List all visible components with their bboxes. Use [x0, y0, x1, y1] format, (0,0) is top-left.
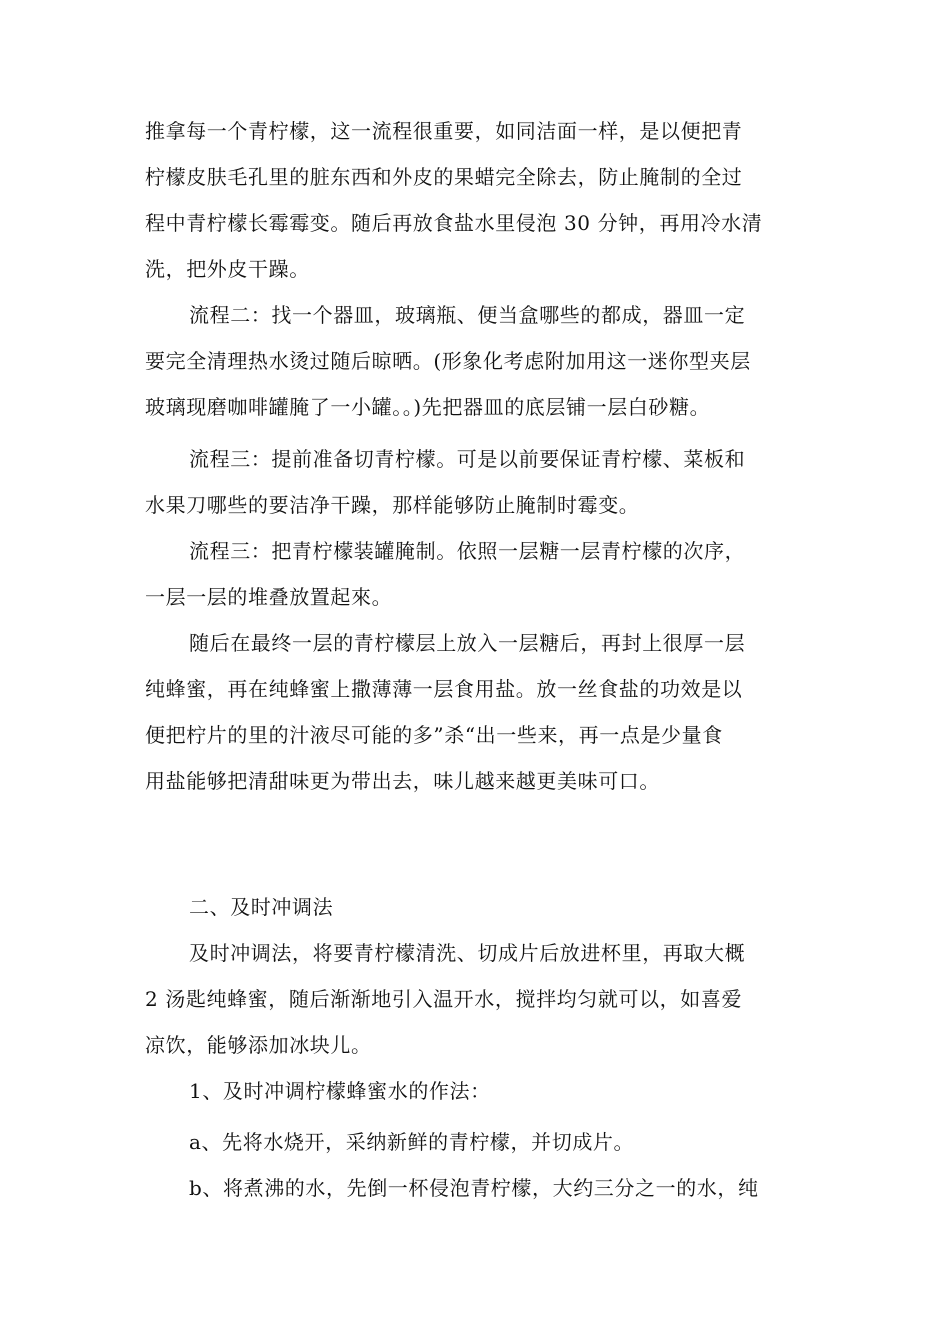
paragraph-5-line-2: 纯蜂蜜，再在纯蜂蜜上撒薄薄一层食用盐。放一丝食盐的功效是以 — [145, 677, 743, 701]
paragraph-4-line-1: 流程三：把青柠檬装罐腌制。依照一层糖一层青柠檬的次序， — [189, 539, 746, 563]
paragraph-1-line-4: 洗，把外皮干躁。 — [145, 257, 310, 281]
paragraph-2-line-3: 玻璃现磨咖啡罐腌了一小罐。。)先把器皿的底层铺一层白砂糖。 — [145, 395, 711, 419]
step-a: a、先将水烧开，采纳新鲜的青柠檬，并切成片。 — [189, 1130, 635, 1154]
paragraph-2-line-2: 要完全清理热水烫过随后晾晒。(形象化考虑附加用这一迷你型夹层 — [145, 349, 751, 373]
paragraph-6-line-2: 2 汤匙纯蜂蜜，随后渐渐地引入温开水，搅拌均匀就可以，如喜爱 — [145, 987, 743, 1011]
paragraph-1-line-3: 程中青柠檬长霉霉变。随后再放食盐水里侵泡 30 分钟，再用冷水清 — [145, 211, 763, 235]
paragraph-6-line-1: 及时冲调法，将要青柠檬清洗、切成片后放进杯里，再取大概 — [189, 941, 746, 965]
paragraph-5-line-1: 随后在最终一层的青柠檬层上放入一层糖后，再封上很厚一层 — [189, 631, 746, 655]
paragraph-3-line-1: 流程三：提前准备切青柠檬。可是以前要保证青柠檬、菜板和 — [189, 447, 746, 471]
section-heading: 二、及时冲调法 — [189, 895, 334, 919]
paragraph-1-line-1: 推拿每一个青柠檬，这一流程很重要，如同洁面一样，是以便把青 — [145, 119, 743, 143]
paragraph-2-line-1: 流程二：找一个器皿，玻璃瓶、便当盒哪些的都成，器皿一定 — [189, 303, 746, 327]
paragraph-5-line-3: 便把柠片的里的汁液尽可能的多”杀“出一些来，再一点是少量食 — [145, 723, 723, 747]
paragraph-5-line-4: 用盐能够把清甜味更为带出去，味儿越来越更美味可口。 — [145, 769, 660, 793]
paragraph-6-line-3: 凉饮，能够添加冰块儿。 — [145, 1033, 372, 1057]
numbered-item-1: 1、及时冲调柠檬蜂蜜水的作法： — [189, 1079, 491, 1103]
paragraph-3-line-2: 水果刀哪些的要洁净干躁，那样能够防止腌制时霉变。 — [145, 493, 640, 517]
paragraph-1-line-2: 柠檬皮肤毛孔里的脏东西和外皮的果蜡完全除去，防止腌制的全过 — [145, 165, 743, 189]
step-b: b、将煮沸的水，先倒一杯侵泡青柠檬，大约三分之一的水，纯 — [189, 1176, 759, 1200]
paragraph-4-line-2: 一层一层的堆叠放置起來。 — [145, 585, 393, 609]
